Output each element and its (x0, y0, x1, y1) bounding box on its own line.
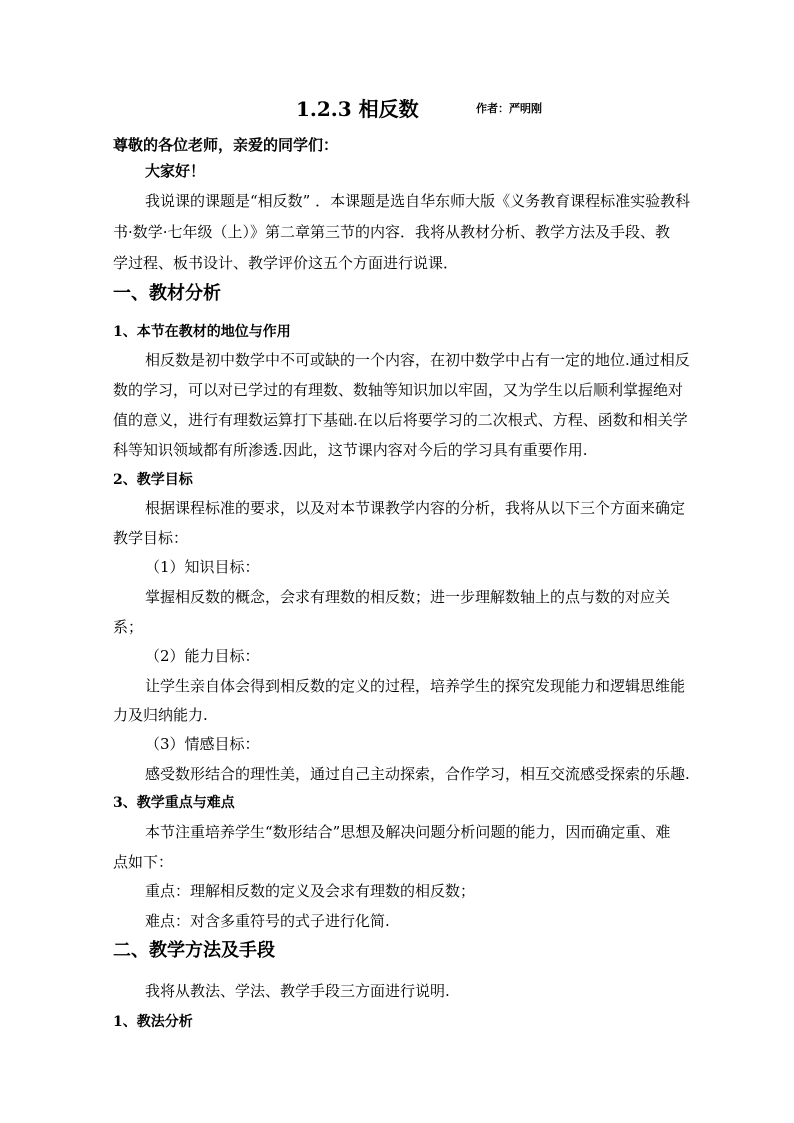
subsection-heading-1-1: 1、本节在教材的地位与作用 (113, 324, 291, 340)
paragraph-line: 我将从教法、学法、教学手段三方面进行说明. (145, 982, 450, 1000)
subsection-heading-1-3: 3、教学重点与难点 (113, 795, 235, 811)
subsection-heading-2-1: 1、教法分析 (113, 1014, 193, 1030)
paragraph-line: 相反数是初中数学中不可或缺的一个内容，在初中数学中占有一定的地位.通过相反 (145, 351, 690, 369)
goal-label: （3）情感目标： (145, 735, 260, 753)
intro-line-3: 学过程、板书设计、教学评价这五个方面进行说课． (113, 254, 459, 272)
section-heading-1: 一、教材分析 (113, 283, 221, 304)
intro-line-1: 我说课的课题是“相反数” ．本课题是选自华东师大版《义务教育课程标准实验教科 (145, 192, 691, 210)
paragraph-line: 点如下： (113, 853, 174, 871)
title-row (0, 93, 794, 121)
author-line: 作者：严明刚 (476, 102, 542, 115)
key-point: 重点：理解相反数的定义及会求有理数的相反数； (145, 882, 476, 900)
difficulty: 难点：对含多重符号的式子进行化简. (145, 912, 390, 930)
page-title: 1.2.3 相反数 (296, 97, 419, 121)
section-heading-2: 二、教学方法及手段 (113, 940, 275, 961)
subsection-heading-1-2: 2、教学目标 (113, 472, 193, 488)
paragraph-line: 让学生亲自体会得到相反数的定义的过程，培养学生的探究发现能力和逻辑思维能 (145, 677, 686, 695)
paragraph-line: 力及归纳能力. (113, 706, 208, 724)
paragraph-line: 教学目标： (113, 529, 189, 547)
paragraph-line: 根据课程标准的要求，以及对本节课教学内容的分析，我将从以下三个方面来确定 (145, 499, 686, 517)
paragraph-line: 值的意义，进行有理数运算打下基础.在以后将要学习的二次根式、方程、函数和相关学 (113, 411, 688, 429)
paragraph-line: 掌握相反数的概念，会求有理数的相反数；进一步理解数轴上的点与数的对应关 (145, 588, 671, 606)
goal-label: （2）能力目标： (145, 647, 260, 665)
paragraph-line: 感受数形结合的理性美，通过自己主动探索，合作学习，相互交流感受探索的乐趣. (145, 765, 690, 783)
hello: 大家好！ (145, 162, 206, 180)
goal-label: （1）知识目标： (145, 558, 260, 576)
paragraph-line: 系； (113, 618, 144, 636)
salutation: 尊敬的各位老师，亲爱的同学们： (113, 136, 339, 154)
intro-line-2: 书·数学·七年级（上）》第二章第三节的内容．我将从教材分析、教学方法及手段、教 (113, 223, 671, 241)
paragraph-line: 本节注重培养学生“数形结合”思想及解决问题分析问题的能力，因而确定重、难 (145, 823, 671, 841)
paragraph-line: 数的学习，可以对已学过的有理数、数轴等知识加以牢固，又为学生以后顺利掌握绝对 (113, 381, 684, 399)
paragraph-line: 科等知识领域都有所渗透.因此，这节课内容对今后的学习具有重要作用. (113, 441, 588, 459)
